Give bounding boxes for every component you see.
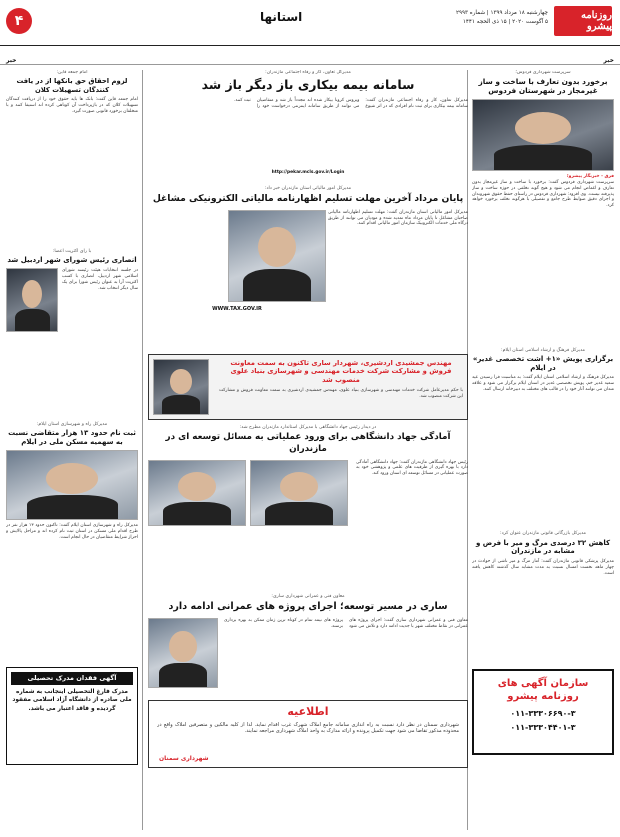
left-story2-kicker: با رای اکثریت اعضا: bbox=[52, 249, 92, 255]
portrait-body bbox=[265, 502, 332, 524]
fourth-photo bbox=[148, 618, 218, 688]
date-line-2: ۵ آگوست ۲۰۲۰ | ۱۵ ذی الحجه ۱۴۴۱ bbox=[462, 18, 548, 25]
portrait-face bbox=[46, 463, 98, 494]
portrait-face bbox=[280, 472, 318, 501]
portrait-face bbox=[258, 227, 296, 268]
left-ad-box bbox=[6, 667, 138, 765]
fourth-story-area bbox=[148, 618, 468, 696]
appointment-body: با حکم مدیرعامل شرکت خدمات مهندسی و شهرسازی بنیاد علوی، مهندس جمشیدی اردشیری به سمت معاونت فروش و مشارکت این شرکت منصوب شد. bbox=[219, 388, 463, 400]
portrait-face bbox=[515, 112, 571, 144]
portrait-body bbox=[162, 395, 200, 414]
portrait-body bbox=[15, 309, 50, 331]
right-story1-title: برخورد بدون تعارف با ساخت و ساز غیرمجاز در شهرستان فردوس bbox=[478, 77, 608, 96]
date-line-1: چهارشنبه ۱۸ مرداد ۱۳۹۹ | شماره ۲۹۹۳ bbox=[455, 10, 548, 16]
page-number: ۴ bbox=[6, 8, 32, 34]
date-block bbox=[456, 9, 548, 26]
third-story-area bbox=[148, 460, 468, 590]
second-story-area bbox=[148, 210, 468, 350]
third-photo-2 bbox=[250, 460, 348, 526]
right-ad-phone-2: ۰۱۱-۳۳۳۰۴۴۰۱-۳ bbox=[510, 722, 576, 732]
left-story3-photo bbox=[6, 450, 138, 520]
lead-body: مدیرکل تعاون، کار و رفاه اجتماعی مازندران گفت: سامانه بیمه بیکاری برای ثبت نام افرادی که در اثر شیوع ویروس کرونا بیکار شده اند مجدداً باز شد و متقاضیان می توانند از طریق سامانه اینترنتی درخواست خود را ثبت کنند. bbox=[233, 98, 468, 109]
third-kicker: در دیدار رئیس جهاد دانشگاهی با مدیرکل استاندارد مازندران مطرح شد: bbox=[239, 424, 377, 430]
notice-signature: شهرداری سمنان bbox=[159, 754, 209, 762]
left-story3-kicker: مدیرکل راه و شهرسازی استان ایلام: bbox=[36, 422, 108, 428]
strip-label-left: خبر bbox=[6, 57, 17, 64]
left-story2-title: انصاری رئیس شورای شهر اردبیل شد bbox=[7, 256, 137, 265]
appointment-box bbox=[148, 354, 468, 420]
right-ad-title: سازمان آگهی های روزنامه پیشرو bbox=[497, 678, 589, 702]
right-story2-title: برگزاری پویش «۱+ اشت تخصصی غدیر» در ایلام bbox=[472, 354, 614, 372]
appointment-photo bbox=[153, 359, 209, 415]
second-url: WWW.TAX.GOV.IR bbox=[212, 305, 262, 312]
right-story1-body: سرپرست شهرداری فردوس گفت: برخورد با ساخت و ساز غیرمجاز بدون تعارف و اغماض انجام می شود و هیچ گونه تخلفی در حوزه ساخت و ساز پذیرفته نیست. وی افزود: شهرداری فردوس در راستای حفظ حقوق شهروندان و اجرای دقیق ضوابط طرح جامع و تفصیلی با هرگونه تخلف برخورد خواهد کرد. bbox=[472, 179, 614, 209]
portrait-face bbox=[22, 280, 42, 308]
fourth-title: ساری در مسیر توسعه؛ اجرای پروژه های عمرانی ادامه دارد bbox=[168, 600, 448, 612]
right-story1-photo bbox=[472, 99, 614, 171]
strip-label-right: خبر bbox=[603, 57, 614, 64]
left-story3-body: مدیرکل راه و شهرسازی استان ایلام گفت: تاکنون حدود ۱۳ هزار نفر در طرح اقدام ملی مسکن در استان ثبت نام کرده اند و مراحل پالایش و احراز شرایط متقاضیان در حال انجام است. bbox=[6, 522, 138, 540]
lead-kicker: مدیرکل تعاون، کار و رفاه اجتماعی مازندران: bbox=[265, 70, 351, 75]
portrait-face bbox=[169, 631, 196, 662]
left-story3-title: ثبت نام حدود ۱۳ هزار متقاضی نسبت به سهمیه مسکن ملی در ایلام bbox=[8, 429, 136, 447]
portrait-face bbox=[178, 472, 216, 501]
newspaper-logo: روزنامه پیشرو bbox=[554, 6, 612, 36]
right-story3-title: کاهش ۳۲ درصدی مرگ و میر با فرض و مشابه در مازندران bbox=[475, 538, 611, 556]
section-title: استانها bbox=[260, 10, 303, 24]
portrait-body bbox=[163, 502, 230, 524]
right-ad-box bbox=[472, 669, 614, 755]
left-story2-body: در جلسه انتخابات هیئت رئیسه شورای اسلامی شهر اردبیل، انصاری با کسب اکثریت آرا به عنوان رئیس شورا برای یک سال دیگر انتخاب شد. bbox=[62, 268, 138, 291]
right-story1-lead: فرق - خبرنگار پیشرو؛ bbox=[566, 173, 614, 179]
third-photo-1 bbox=[148, 460, 246, 526]
second-photo bbox=[228, 210, 326, 302]
notice-body: شهرداری سمنان در نظر دارد نسبت به راه اندازی سامانه جامع املاک شهرک غرب اقدام نماید. لذا از کلیه مالکین و متصرفین املاک واقع در محدوده مذکور تقاضا می شود جهت تکمیل پرونده و ارائه مدارک به واحد املاک شهرداری مراجعه نمایند. bbox=[157, 721, 459, 735]
left-story1-title: لزوم احقاق حق بانکها از در یافت کنندگان تسهیلات کلان bbox=[16, 77, 128, 94]
right-story1-kicker: سرپرست شهرداری فردوس؛ bbox=[515, 70, 571, 75]
notice-title: اطلاعیه bbox=[287, 704, 329, 718]
second-kicker: مدیرکل امور مالیاتی استان مازندران خبر داد: bbox=[264, 186, 352, 191]
lead-title: سامانه بیمه بیکاری باز دیگر باز شد bbox=[201, 77, 415, 93]
portrait-body bbox=[159, 663, 207, 687]
appointment-title: مهندس جمشیدی اردشیری، شهردار ساری تاکنون به سمت معاونت فروش و مشارکت شرکت خدمات مهندسی و شهرسازی بنیاد علوی منصوب شد bbox=[230, 358, 452, 385]
fourth-body: معاون فنی و عمرانی شهرداری ساری گفت: اجرای پروژه های عمرانی در نقاط مختلف شهر با جدیت ادامه دارد و تلاش می شود پروژه های نیمه تمام در کوتاه ترین زمان ممکن به بهره برداری برسند. bbox=[224, 617, 468, 629]
left-ad-body: مدرک فارغ التحصیلی اینجانب به شماره ملی صادره از دانشگاه آزاد اسلامی مفقود گردیده و فاقد اعتبار می باشد. bbox=[12, 688, 132, 713]
portrait-body bbox=[27, 495, 118, 519]
fourth-kicker: معاون فنی و عمرانی شهرداری ساری: bbox=[271, 593, 345, 599]
left-story2-area bbox=[6, 268, 138, 418]
masthead bbox=[0, 0, 620, 46]
left-story1-body: امام جمعه قاین گفت: بانک ها باید حقوق خود را از دریافت کنندگان تسهیلات کلان که در بازپرداخت آن کوتاهی کرده اند استیفا کنند و با متخلفان برخورد قانونی صورت گیرد. bbox=[6, 97, 138, 115]
right-column bbox=[472, 70, 614, 832]
right-story2-body: مدیرکل فرهنگ و ارشاد اسلامی استان ایلام گفت: به مناسبت فرا رسیدن عید سعید غدیر خم، پویش تخصصی غدیر در استان ایلام برگزار می شود و علاقه مندان می توانند آثار خود را در قالب های مختلف به دبیرخانه ارسال کنند. bbox=[472, 375, 614, 393]
second-title: پایان مرداد آخرین مهلت تسلیم اظهارنامه مالیاتی الکترونیکی مشاغل bbox=[152, 193, 464, 205]
portrait-body bbox=[494, 145, 592, 170]
right-story3-body: مدیرکل پزشکی قانونی مازندران گفت: آمار مرگ و میر ناشی از حوادث در چهار ماهه نخست امسال نسبت به مدت مشابه سال گذشته کاهش یافته است. bbox=[472, 559, 614, 576]
left-story2-photo bbox=[6, 268, 58, 332]
third-body: رئیس جهاد دانشگاهی مازندران گفت: جهاد دانشگاهی آمادگی دارد با بهره گیری از ظرفیت های علمی و پژوهشی خود به صورت عملیاتی در مسائل توسعه ای استان ورود کند. bbox=[356, 459, 468, 477]
lead-url: http://pekar.mcls.gov.ir/Login bbox=[271, 170, 345, 176]
notice-box bbox=[148, 700, 468, 768]
portrait-face bbox=[170, 369, 192, 393]
column-divider-left bbox=[142, 70, 143, 830]
left-story1-kicker: امام جمعه قاین: bbox=[56, 70, 88, 75]
third-title: آمادگی جهاد دانشگاهی برای ورود عملیاتی به مسائل توسعه ای در مازندران bbox=[165, 431, 451, 454]
left-ad-title: آگهی فقدان مدرک تحصیلی bbox=[11, 672, 133, 685]
right-story3-kicker: مدیرکل بازرگانی قانونی مازندران عنوان کرد: bbox=[500, 531, 586, 537]
left-column bbox=[6, 70, 138, 832]
section-strip bbox=[0, 56, 620, 65]
center-column bbox=[148, 70, 468, 832]
right-ad-phone-1: ۰۱۱-۳۳۳۰۶۶۹۰-۳ bbox=[510, 709, 576, 718]
right-story2-kicker: مدیرکل فرهنگ و ارشاد اسلامی استان ایلام: bbox=[501, 347, 585, 353]
portrait-body bbox=[243, 269, 310, 301]
second-body: مدیرکل امور مالیاتی استان مازندران گفت: مهلت تسلیم اظهارنامه مالیاتی صاحبان مشاغل تا پایان مرداد ماه تمدید شده و مودیان می توانند از طریق درگاه ملی خدمات الکترونیک سازمان امور مالیاتی اقدام کنند. bbox=[328, 209, 468, 227]
